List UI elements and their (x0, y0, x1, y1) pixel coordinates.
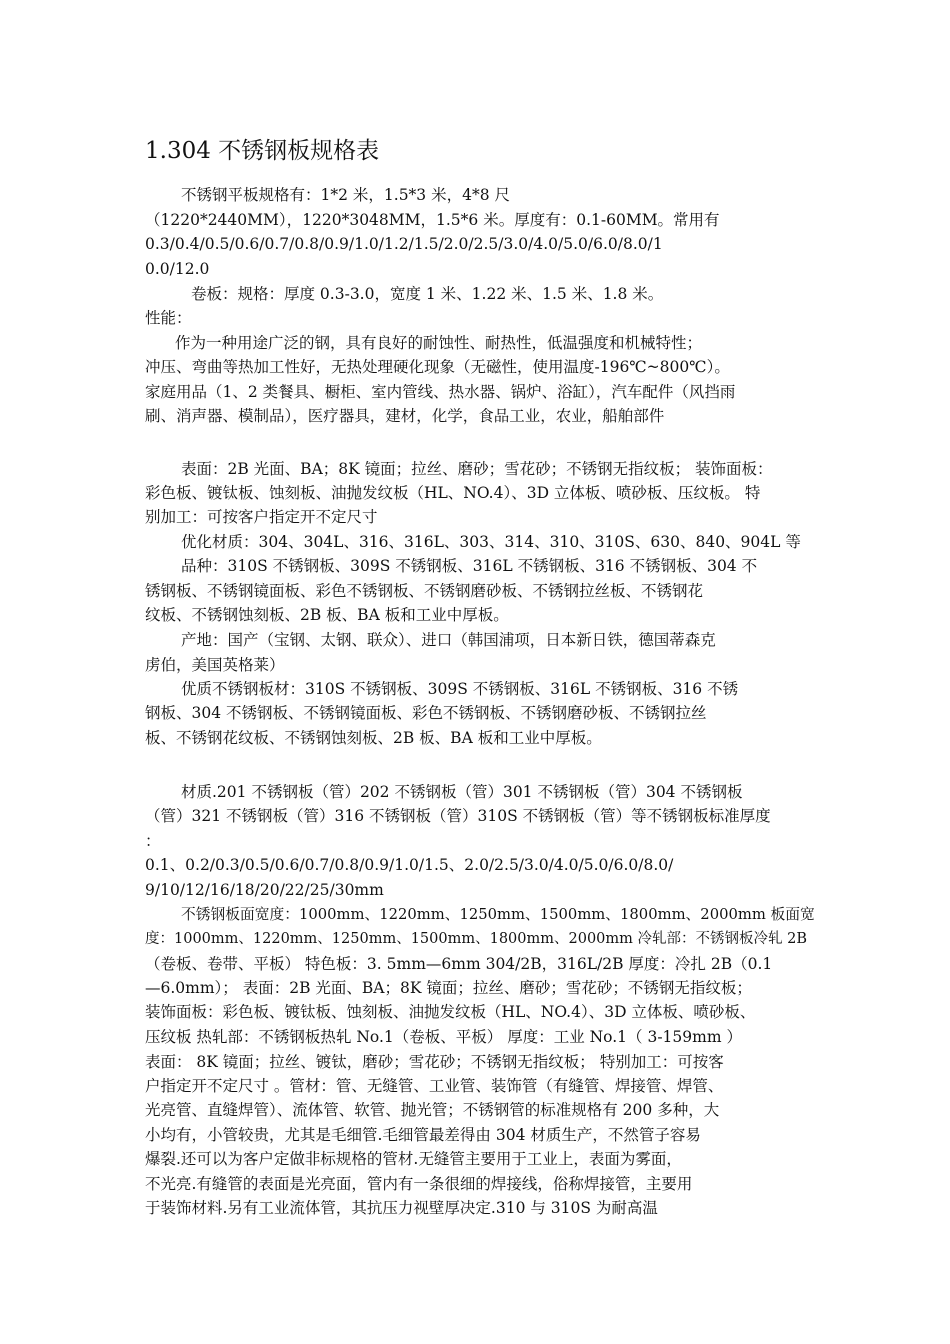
text-line: 冲压、弯曲等热加工性好，无热处理硬化现象（无磁性，使用温度-196℃~800℃）。 (145, 358, 730, 376)
text-line: 户指定开不定尺寸 。管材：管、无缝管、工业管、装饰管（有缝管、焊接管、焊管、 (145, 1077, 724, 1095)
text-line: 卷板：规格：厚度 0.3-3.0，宽度 1 米、1.22 米、1.5 米、1.8 米。 (191, 285, 664, 303)
text-line: 家庭用品（1、2 类餐具、橱柜、室内管线、热水器、锅炉、浴缸），汽车配件（风挡雨 (145, 383, 736, 401)
text-line: 不锈钢板面宽度：1000mm、1220mm、1250mm、1500mm、1800mm、2000mm 板面宽 (181, 906, 815, 923)
text-line: 虏伯，美国英格莱） (145, 656, 285, 674)
text-line: 别加工：可按客户指定开不定尺寸 (145, 508, 378, 526)
text-line: 材质.201 不锈钢板（管）202 不锈钢板（管）301 不锈钢板（管）304 不锈钢板 (181, 783, 743, 801)
text-line: 9/10/12/16/18/20/22/25/30mm (145, 881, 384, 899)
text-line: ： (145, 832, 161, 850)
text-line: 小均有，小管较贵，尤其是毛细管.毛细管最差得由 304 材质生产，不然管子容易 (145, 1126, 701, 1144)
text-line: —6.0mm）； 表面：2B 光面、BA；8K 镜面；拉丝、磨砂；雪花砂；不锈钢无指纹板； (145, 979, 752, 997)
text-line: 度：1000mm、1220mm、1250mm、1500mm、1800mm、2000mm 冷轧部：不锈钢板冷轧 2B (145, 931, 807, 947)
text-line: 锈钢板、不锈钢镜面板、彩色不锈钢板、不锈钢磨砂板、不锈钢拉丝板、不锈钢花 (145, 582, 704, 600)
text-line: （管）321 不锈钢板（管）316 不锈钢板（管）310S 不锈钢板（管）等不锈钢板标准厚度 (145, 807, 771, 825)
text-line: 爆裂.还可以为客户定做非标规格的管材.无缝管主要用于工业上，表面为雾面， (145, 1150, 682, 1168)
text-line: 优质不锈钢板材：310S 不锈钢板、309S 不锈钢板、316L 不锈钢板、316 不锈 (181, 680, 739, 698)
text-line: 0.0/12.0 (145, 260, 210, 278)
text-line: 钢板、304 不锈钢板、不锈钢镜面板、彩色不锈钢板、不锈钢磨砂板、不锈钢拉丝 (145, 704, 707, 722)
text-line: 纹板、不锈钢蚀刻板、2B 板、BA 板和工业中厚板。 (145, 606, 509, 624)
text-line: （卷板、卷带、平板） 特色板：3. 5mm—6mm 304/2B，316L/2B 厚度：冷扎 2B（0.1 (145, 955, 773, 973)
text-line: 不锈钢平板规格有：1*2 米，1.5*3 米，4*8 尺 (181, 186, 510, 204)
text-line: 0.3/0.4/0.5/0.6/0.7/0.8/0.9/1.0/1.2/1.5/2.0/2.5/3.0/4.0/5.0/6.0/8.0/1 (145, 235, 663, 253)
text-line: 性能： (145, 309, 192, 327)
text-line: 刷、消声器、模制品），医疗器具，建材，化学，食品工业，农业，船舶部件 (145, 407, 665, 425)
text-line: 表面：2B 光面、BA；8K 镜面；拉丝、磨砂；雪花砂；不锈钢无指纹板； 装饰面板： (181, 460, 773, 478)
text-line: 板、不锈钢花纹板、不锈钢蚀刻板、2B 板、BA 板和工业中厚板。 (145, 729, 602, 747)
text-line: （1220*2440MM），1220*3048MM，1.5*6 米。厚度有：0.1-60MM。常用有 (145, 211, 720, 229)
page-title: 1.304 不锈钢板规格表 (145, 138, 380, 164)
text-line: 表面： 8K 镜面；拉丝、镀钛，磨砂；雪花砂；不锈钢无指纹板； 特别加工：可按客 (145, 1053, 724, 1071)
text-line: 产地：国产（宝钢、太钢、联众）、进口（韩国浦项，日本新日铁，德国蒂森克 (181, 631, 716, 649)
text-line: 作为一种用途广泛的钢，具有良好的耐蚀性、耐热性，低温强度和机械特性； (175, 334, 703, 352)
text-line: 0.1、0.2/0.3/0.5/0.6/0.7/0.8/0.9/1.0/1.5、2.0/2.5/3.0/4.0/5.0/6.0/8.0/ (145, 856, 674, 874)
text-line: 彩色板、镀钛板、蚀刻板、油抛发纹板（HL、NO.4）、3D 立体板、喷砂板、压纹板。 特 (145, 484, 761, 502)
text-line: 光亮管、直缝焊管）、流体管、软管、抛光管；不锈钢管的标准规格有 200 多种，大 (145, 1101, 720, 1119)
text-line: 压纹板 热轧部：不锈钢板热轧 No.1（卷板、平板） 厚度：工业 No.1（ 3-159mm ） (145, 1028, 742, 1046)
text-line: 装饰面板：彩色板、镀钛板、蚀刻板、油抛发纹板（HL、NO.4）、3D 立体板、喷砂板、 (145, 1003, 756, 1021)
text-line: 品种：310S 不锈钢板、309S 不锈钢板、316L 不锈钢板、316 不锈钢板、304 不 (181, 557, 758, 575)
text-line: 不光亮.有缝管的表面是光亮面，管内有一条很细的焊接线，俗称焊接管，主要用 (145, 1175, 693, 1193)
text-line: 优化材质：304、304L、316、316L、303、314、310、310S、630、840、904L 等 (181, 533, 801, 551)
text-line: 于装饰材料.另有工业流体管，其抗压力视壁厚决定.310 与 310S 为耐高温 (145, 1199, 658, 1217)
